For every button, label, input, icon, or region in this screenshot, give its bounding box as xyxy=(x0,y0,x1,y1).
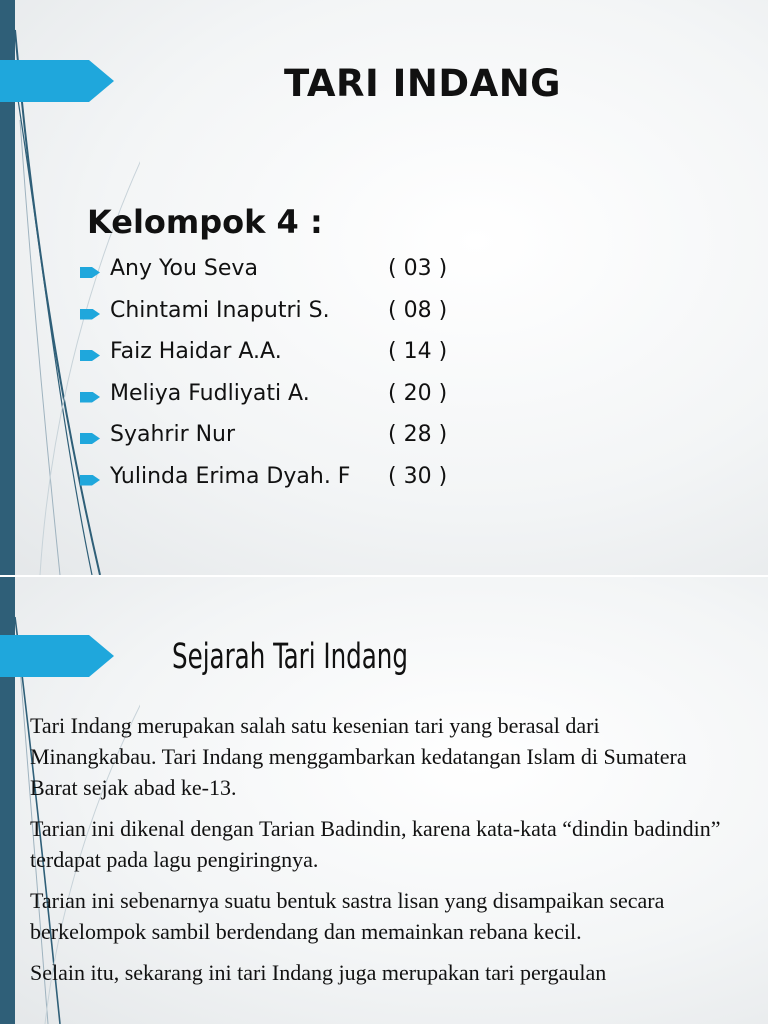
paragraph: Tari Indang merupakan salah satu kesenian tari yang berasal dari Minangkabau. Tari Indang menggambarkan kedatangan Islam di Sumatera Barat sejak abad ke-13. xyxy=(30,713,687,800)
slide-title: TARI INDANG xyxy=(284,62,562,105)
member-name: Any You Seva xyxy=(110,256,258,281)
group-heading: Kelompok 4 : xyxy=(87,203,323,241)
member-number: ( 20 ) xyxy=(388,380,448,406)
member-name: Chintami Inaputri S. xyxy=(110,297,330,323)
member-number: ( 03 ) xyxy=(388,256,448,281)
member-name: Yulinda Erima Dyah. F xyxy=(110,463,351,489)
paragraph: Tarian ini sebenarnya suatu bentuk sastra lisan yang disampaikan secara berkelompok sambil berdendang dan memainkan rebana kecil. xyxy=(30,888,665,944)
member-number: ( 28 ) xyxy=(388,422,448,447)
slide-2 xyxy=(0,577,768,1024)
member-name: Meliya Fudliyati A. xyxy=(110,380,310,406)
member-number: ( 30 ) xyxy=(388,463,448,489)
member-number: ( 14 ) xyxy=(388,339,448,364)
member-number: ( 08 ) xyxy=(388,297,448,323)
member-name: Faiz Haidar A.A. xyxy=(110,339,282,364)
member-name: Syahrir Nur xyxy=(110,422,236,447)
section-title: Sejarah Tari Indang xyxy=(172,637,408,677)
paragraph: Tarian ini dikenal dengan Tarian Badindin, karena kata-kata “dindin badindin” terdapat pada lagu pengiringnya. xyxy=(30,816,721,872)
paragraph: Selain itu, sekarang ini tari Indang juga merupakan tari pergaulan xyxy=(30,960,607,985)
history-text xyxy=(30,710,730,998)
